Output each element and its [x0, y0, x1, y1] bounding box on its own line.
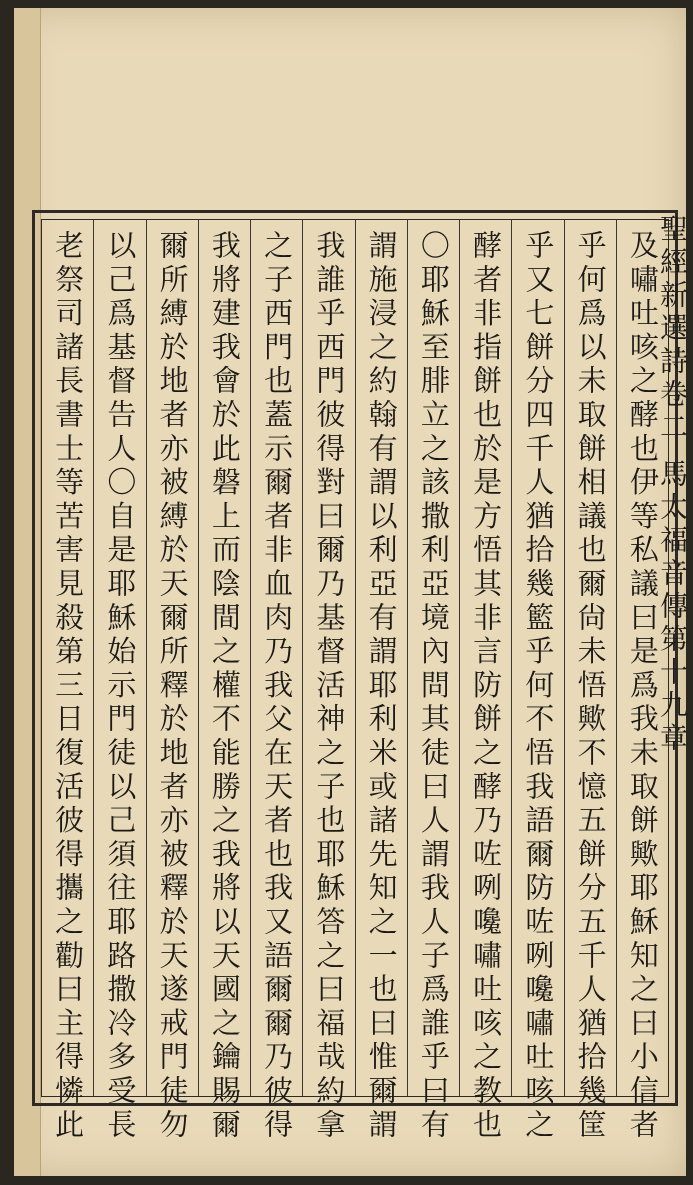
column-text: 之子西門也蓋示爾者非血肉乃我父在天者也我又語爾爾乃彼得 — [260, 230, 295, 1143]
column-text: 老祭司諸長書士等苦害見殺第三日復活彼得攜之勸曰主得憐此 — [51, 230, 86, 1143]
column-text: 乎何爲以未取餅相議也爾尙未悟歟不憶五餅分五千人猶拾幾筐 — [573, 230, 608, 1143]
text-column — [198, 220, 250, 1143]
text-columns — [42, 220, 668, 1143]
text-column — [146, 220, 198, 1143]
text-column — [93, 220, 145, 1143]
column-text: 及嘯吐咳之酵也伊等私議曰是爲我未取餅歟耶穌知之曰小信者 — [625, 230, 660, 1143]
text-column — [250, 220, 302, 1143]
text-column — [42, 220, 93, 1143]
column-text: 謂施浸之約翰有謂以利亞有謂耶利米或諸先知之一也曰惟爾謂 — [364, 230, 399, 1143]
column-text: 酵者非指餅也於是方悟其非言防餅之酵乃咗咧嚵嘯吐咳之教也 — [469, 230, 504, 1143]
column-text: 乎又七餅分四千人猶拾幾籃乎何不悟我語爾防咗咧嚵嘯吐咳之 — [521, 230, 556, 1143]
column-text: 以己爲基督告人〇自是耶穌始示門徒以己須往耶路撒冷多受長 — [103, 230, 138, 1143]
text-column — [564, 220, 616, 1143]
text-column — [511, 220, 563, 1143]
text-frame-inner — [41, 219, 669, 1143]
column-text: 我將建我會於此磐上而陰間之權不能勝之我將以天國之鑰賜爾 — [207, 230, 242, 1143]
text-column — [459, 220, 511, 1143]
column-text: 〇耶穌至腓立之該撒利亞境內問其徒曰人謂我人子爲誰乎曰有 — [416, 230, 451, 1143]
text-column — [407, 220, 459, 1143]
column-text: 我誰乎西門彼得對曰爾乃基督活神之子也耶穌答之曰福哉約拿 — [312, 230, 347, 1143]
text-column — [302, 220, 354, 1143]
text-column — [355, 220, 407, 1143]
text-frame — [32, 210, 678, 1143]
book-page — [14, 8, 689, 1176]
column-text: 爾所縛於地者亦被縛於天爾所釋於地者亦被釋於天遂戒門徒勿 — [155, 230, 190, 1143]
running-header: 聖經新選詩卷二 馬太福音傳第十九章 — [656, 214, 689, 756]
